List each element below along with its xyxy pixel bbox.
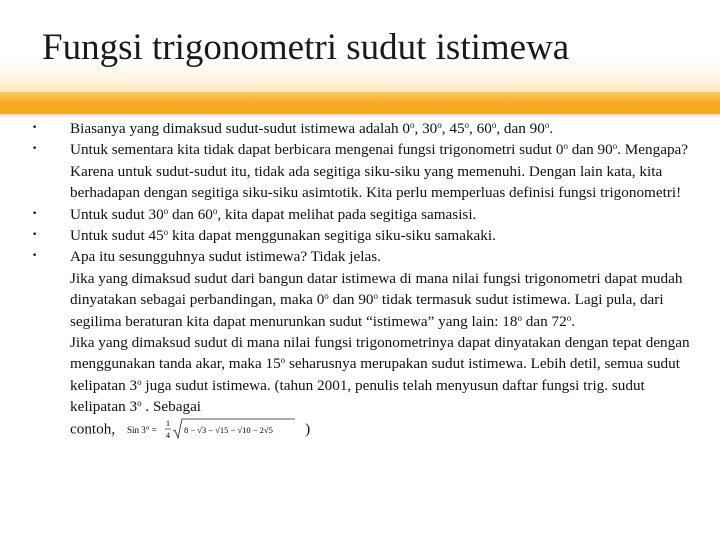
degree-superscript: o: [409, 120, 415, 130]
formula-lhs: Sin 3° =: [127, 424, 157, 435]
degree-superscript: o: [517, 312, 522, 323]
degree-superscript: o: [373, 291, 379, 302]
text-run: Untuk sudut 45: [70, 227, 164, 245]
text-run: kita dapat menggunakan segitiga siku-siku samakaki.: [168, 227, 496, 245]
bullet-dot-icon: •: [32, 144, 38, 155]
header-accent-band: [0, 92, 720, 114]
degree-superscript: o: [280, 355, 286, 366]
text-run: Untuk sementara kita tidak dapat berbicara mengenai fungsi trigonometri sudut 0: [70, 141, 564, 159]
text-run: dan 60: [168, 205, 213, 223]
text-run: Untuk sudut 30: [70, 205, 164, 223]
example-lead: contoh,: [70, 420, 116, 438]
degree-superscript: o: [612, 141, 618, 152]
text-run: , 60: [469, 120, 492, 137]
degree-superscript: o: [163, 205, 169, 216]
degree-superscript: o: [566, 312, 572, 323]
bullet-dot-icon: •: [32, 123, 38, 133]
degree-superscript: o: [212, 205, 218, 216]
bullet-dot-icon: •: [32, 251, 38, 262]
degree-superscript: o: [163, 227, 169, 238]
text-run: dan 90: [567, 141, 613, 159]
degree-superscript: o: [544, 120, 550, 130]
text-run: juga sudut istimewa. (tahun 2001, penulis telah menyusun daftar fungsi trig. sudut kelipatan 3: [70, 376, 645, 416]
bullet-dot-icon: •: [32, 230, 38, 241]
bullet-item: [32, 246, 692, 267]
text-run: . Sebagai: [141, 398, 202, 416]
text-run: Jika yang dimaksud sudut dari bangun datar istimewa di mana nilai fungsi trigonometri dapat mudah dinyatakan sebagai perbandingan, maka 0: [70, 269, 683, 309]
text-run: dan 72: [521, 312, 567, 330]
formula-radicand: 8 − √3 − √15 − √10 − 2√5: [184, 424, 273, 435]
text-run: dan 90: [328, 291, 374, 309]
degree-superscript: o: [437, 120, 442, 130]
bullet-item: [32, 118, 692, 139]
degree-superscript: o: [137, 376, 142, 387]
text-run: tidak termasuk sudut istimewa. Lagi pula, dari segilima beraturan kita dapat menurunkan sudut “istimewa” yang lain: 18: [70, 291, 664, 330]
bullet-item: [32, 225, 692, 246]
text-run: .: [549, 120, 554, 137]
bullet-list: [32, 118, 692, 268]
body-paragraph: [32, 268, 692, 332]
text-run: .: [571, 312, 575, 330]
body-paragraph: [32, 332, 692, 418]
degree-superscript: o: [491, 120, 497, 130]
slide-body: [32, 118, 692, 442]
degree-superscript: o: [137, 398, 142, 409]
paragraph-list: [32, 268, 692, 418]
bullet-item: [32, 139, 692, 203]
sin3-formula: [125, 416, 297, 440]
formula-coef-num: 1: [166, 418, 171, 428]
example-line: [32, 418, 692, 442]
degree-superscript: o: [563, 141, 568, 152]
text-run: , dan 90: [496, 120, 545, 137]
degree-superscript: o: [324, 291, 329, 302]
text-run: , 30: [414, 120, 438, 137]
example-close: ): [305, 420, 311, 438]
text-run: Biasanya yang dimaksud sudut-sudut istimewa adalah 0: [70, 120, 410, 137]
text-run: Apa itu sesungguhnya sudut istimewa? Tidak jelas.: [70, 248, 381, 266]
slide-title: Fungsi trigonometri sudut istimewa: [42, 27, 570, 68]
text-run: Jika yang dimaksud sudut di mana nilai fungsi trigonometrinya dapat dinyatakan dengan tepat dengan menggunakan tanda akar, maka 15: [70, 334, 690, 373]
text-run: , 45: [441, 120, 465, 137]
text-run: . Mengapa? Karena untuk sudut-sudut itu, tidak ada segitiga siku-siku yang memenuhi. Dengan lain kata, kita berhadapan dengan segitiga siku-siku asimtotik. Kita perlu memperluas definisi fungsi trigonometri!: [70, 141, 689, 202]
bullet-dot-icon: •: [32, 208, 38, 219]
bullet-item: [32, 204, 692, 225]
degree-superscript: o: [464, 120, 470, 130]
formula-coef-den: 4: [166, 430, 171, 440]
text-run: , kita dapat melihat pada segitiga samasisi.: [217, 205, 477, 223]
text-run: seharusnya merupakan sudut istimewa. Lebih detil, semua sudut kelipatan 3: [70, 355, 680, 394]
